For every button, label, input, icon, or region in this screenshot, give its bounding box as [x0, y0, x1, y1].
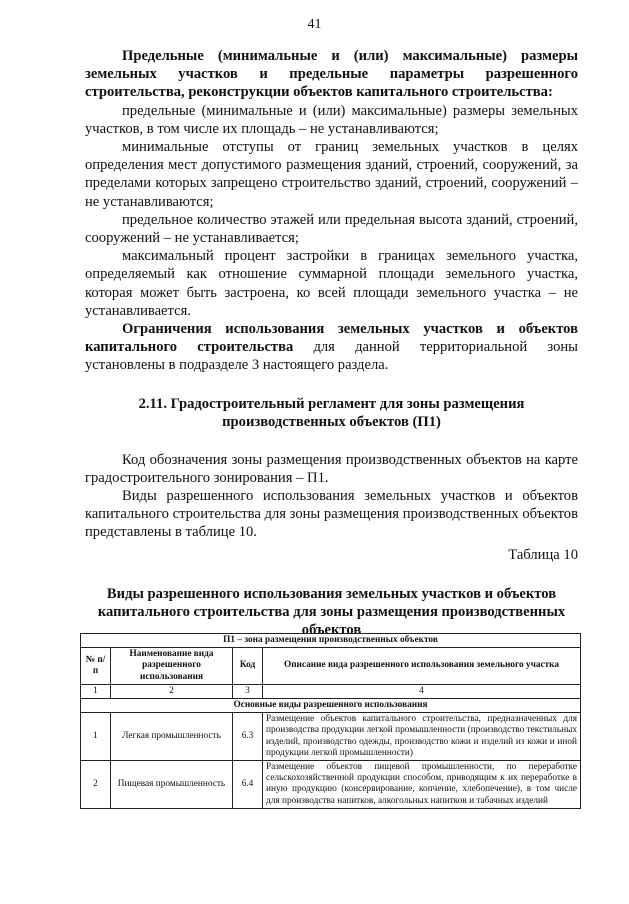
- page-number: 41: [307, 17, 322, 32]
- index-cell: 4: [263, 684, 581, 698]
- table-index-row: [81, 684, 581, 698]
- restrictions-rest: для данной территориальной зоны установлены в подразделе 3 настоящего раздела.: [85, 339, 578, 374]
- row-name: Легкая промышленность: [111, 713, 233, 761]
- col-header-name: Наименование вида разрешенного использования: [111, 648, 233, 685]
- table-group-row: [81, 699, 581, 713]
- limits-heading: Предельные (минимальные и (или) максимальные) размеры земельных участков и предельные параметры разрешенного строительства, реконструкции объектов капитального строительства:: [85, 48, 578, 101]
- row-num: 1: [81, 713, 111, 761]
- row-desc: Размещение объектов пищевой промышленности, по переработке сельскохозяйственной продукции способом, приводящим к их переработке в иную продукцию (консервирование, копчение, хлебопечение), в том числе для производства напитков, алкогольных напитков и табачных изделий: [263, 761, 581, 809]
- permitted-uses-table: [80, 633, 581, 809]
- paragraph-coverage: максимальный процент застройки в границах земельного участка, определяемый как отношение суммарной площади земельного участка, которая может быть застроена, ко всей площади земельного участка – не устанавливается.: [85, 248, 578, 319]
- row-name: Пищевая промышленность: [111, 761, 233, 809]
- col-header-desc: Описание вида разрешенного использования земельного участка: [263, 648, 581, 685]
- col-header-num: № п/п: [81, 648, 111, 685]
- paragraph-floors: предельное количество этажей или предельная высота зданий, строений, сооружений – не устанавливается;: [85, 211, 578, 247]
- index-cell: 1: [81, 684, 111, 698]
- document-body: [85, 47, 578, 639]
- row-code: 6.4: [233, 761, 263, 809]
- table-title: Виды разрешенного использования земельных участков и объектов капитального строительства для зоны размещения производственных объектов: [97, 585, 566, 638]
- paragraph-restrictions: [85, 320, 578, 375]
- paragraph-zone-code: Код обозначения зоны размещения производственных объектов на карте градостроительного зонирования – П1.: [85, 451, 578, 486]
- paragraph-setbacks: минимальные отступы от границ земельных участков в целях определения мест допустимого размещения зданий, строений, сооружений, за пределами которых запрещено строительство зданий, строений, сооружений – не устанавливаются;: [85, 139, 578, 210]
- table-row: [81, 761, 581, 809]
- table-column-header-row: [81, 648, 581, 685]
- paragraph-plot-size: предельные (минимальные и (или) максимальные) размеры земельных участков, в том числе их площадь – не устанавливаются;: [85, 102, 578, 137]
- row-num: 2: [81, 761, 111, 809]
- table-reference: Таблица 10: [508, 546, 578, 563]
- zone-header: П1 – зона размещения производственных объектов: [81, 634, 581, 648]
- row-desc: Размещение объектов капитального строительства, предназначенных для производства продукции легкой промышленности (производство текстильных изделий, производство одежды, производство кожи и изделий из кожи и иной продукции легкой промышленности): [263, 713, 581, 761]
- index-cell: 3: [233, 684, 263, 698]
- row-code: 6.3: [233, 713, 263, 761]
- col-header-code: Код: [233, 648, 263, 685]
- section-title: 2.11. Градостроительный регламент для зоны размещения производственных объектов (П1): [138, 395, 525, 430]
- paragraph-permitted-uses: Виды разрешенного использования земельных участков и объектов капитального строительства для зоны размещения производственных объектов представлены в таблице 10.: [85, 488, 578, 541]
- group-main-uses: Основные виды разрешенного использования: [81, 699, 581, 713]
- index-cell: 2: [111, 684, 233, 698]
- table-zone-header-row: [81, 634, 581, 648]
- restrictions-bold: Ограничения использования земельных участков и объектов капитального строительства: [85, 321, 578, 356]
- table-row: [81, 713, 581, 761]
